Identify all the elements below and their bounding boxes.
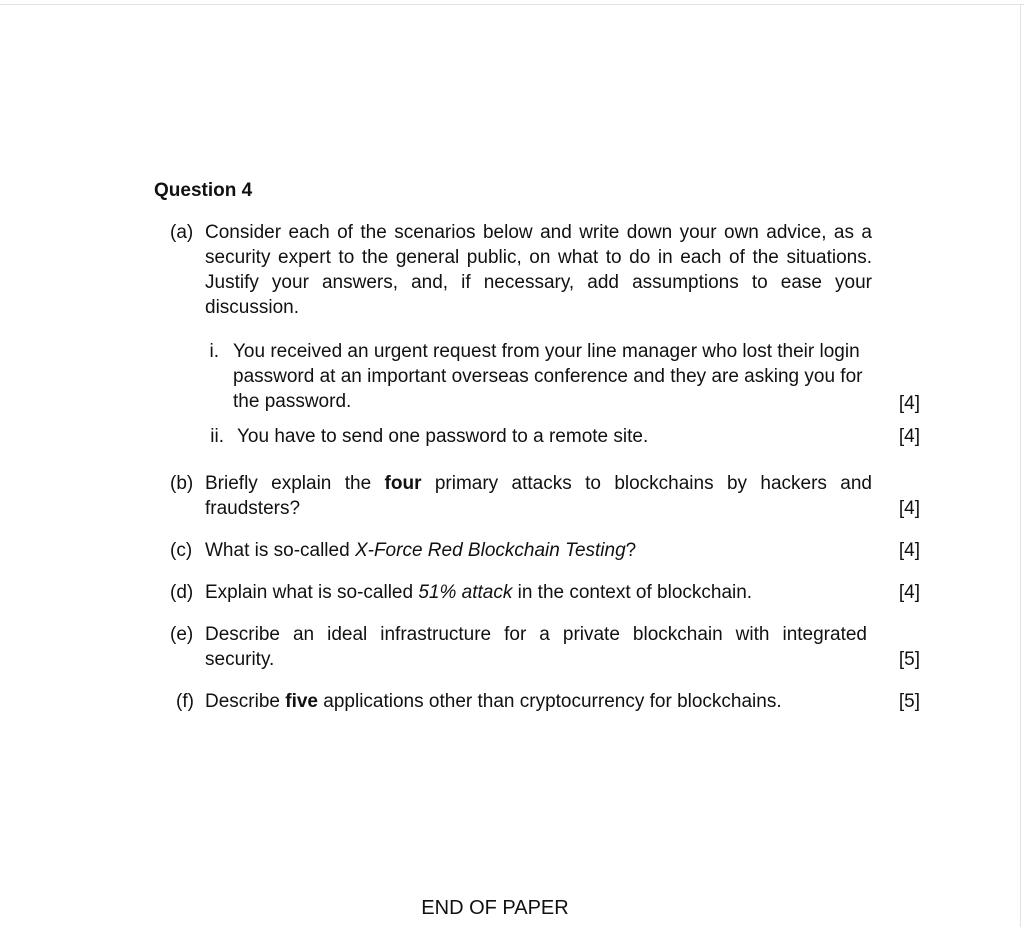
part-b bbox=[170, 471, 920, 521]
part-c-text-start: What is so-called bbox=[205, 540, 355, 561]
part-e-label: (e) bbox=[170, 624, 194, 645]
part-b-text-start: Briefly explain the bbox=[205, 473, 385, 494]
part-a-subpart-ii bbox=[205, 424, 920, 449]
subpart-ii-label: ii. bbox=[210, 426, 224, 447]
part-b-text bbox=[205, 471, 872, 521]
part-d-mark: [4] bbox=[898, 582, 920, 603]
subpart-ii-mark: [4] bbox=[898, 426, 920, 447]
part-c-text-emphasis: X-Force Red Blockchain Testing bbox=[354, 540, 626, 561]
question-heading: Question 4 bbox=[154, 180, 253, 201]
part-f-label: (f) bbox=[176, 691, 194, 712]
subpart-i-text: You received an urgent request from your line manager who lost their login password at an important overseas conference and they are asking you for the password. bbox=[233, 341, 863, 412]
part-c-mark: [4] bbox=[898, 540, 920, 561]
part-f-text bbox=[205, 689, 872, 714]
subpart-ii-text: You have to send one password to a remote site. bbox=[237, 426, 649, 447]
part-b-text-end: primary attacks to blockchains by hackers and fraudsters? bbox=[205, 473, 873, 519]
part-f-text-start: Describe bbox=[205, 691, 286, 712]
part-c-text bbox=[205, 538, 872, 563]
part-f-mark: [5] bbox=[898, 691, 920, 712]
part-d-label: (d) bbox=[170, 582, 194, 603]
subpart-i-label: i. bbox=[209, 341, 219, 362]
part-f-text-end: applications other than cryptocurrency for blockchains. bbox=[318, 691, 782, 712]
part-d-text-end: in the context of blockchain. bbox=[512, 582, 753, 603]
subpart-i-mark: [4] bbox=[898, 393, 920, 414]
part-b-mark: [4] bbox=[898, 498, 920, 519]
part-e-text: Describe an ideal infrastructure for a private blockchain with integrated security. bbox=[205, 624, 867, 670]
part-d bbox=[170, 580, 920, 605]
part-c bbox=[170, 538, 920, 563]
part-f-text-emphasis: five bbox=[285, 691, 318, 712]
part-a-text: Consider each of the scenarios below and write down your own advice, as a security expert to the general public, on what to do in each of the situations. Justify your answers, and, if necessary, add assumptions to ease your discussion. bbox=[205, 222, 872, 318]
part-d-text bbox=[205, 580, 872, 605]
part-a bbox=[170, 220, 920, 320]
part-f bbox=[170, 689, 920, 714]
part-b-label: (b) bbox=[170, 473, 194, 494]
part-c-label: (c) bbox=[170, 540, 193, 561]
part-e-mark: [5] bbox=[898, 649, 920, 670]
part-d-text-start: Explain what is so-called bbox=[205, 582, 419, 603]
end-of-paper: END OF PAPER bbox=[421, 897, 569, 919]
part-a-label: (a) bbox=[170, 222, 194, 243]
part-a-subpart-i bbox=[205, 339, 920, 419]
part-e bbox=[170, 622, 920, 672]
part-d-text-emphasis: 51% attack bbox=[418, 582, 513, 603]
part-b-text-emphasis: four bbox=[384, 473, 422, 494]
part-c-text-end: ? bbox=[625, 540, 637, 561]
